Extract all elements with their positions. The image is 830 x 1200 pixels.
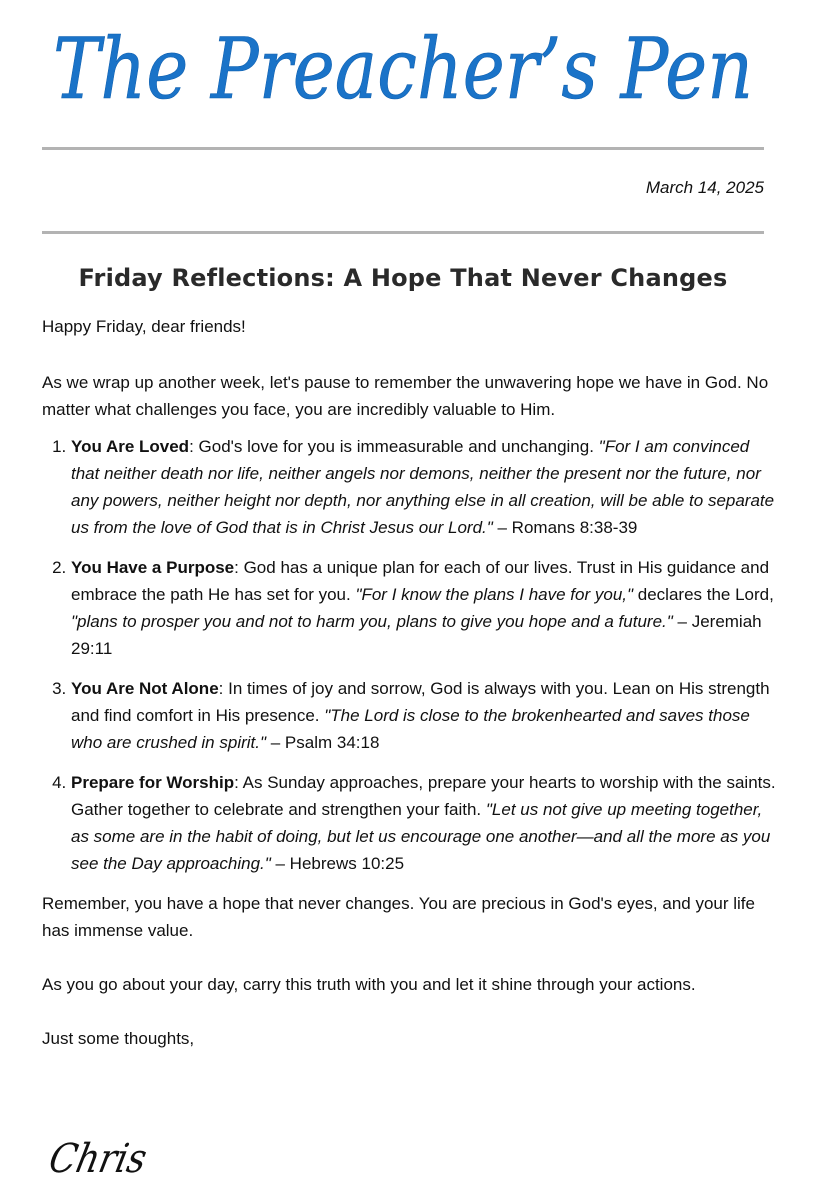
masthead-logo-svg [42,12,764,122]
greeting: Happy Friday, dear friends! [42,317,246,336]
point-text: : God's love for you is immeasurable and unchanging. [189,437,599,456]
date-divider [42,231,764,234]
point-text: : God has a unique plan for each of our lives. Trust in His guidance and embrace the path He has set for you. [71,558,770,604]
signature-svg [44,1130,164,1186]
point-text: : As Sunday approaches, prepare your hearts to worship with the saints. Gather together to celebrate and strengthen your faith. [71,773,776,819]
scripture-quote: "The Lord is close to the brokenhearted and saves those who are crushed in spirit." [71,706,750,752]
reflection-list [42,433,782,877]
scripture-reference: – Romans 8:38-39 [492,518,638,537]
masthead-title: The Preacher’s Pen [53,20,753,118]
list-item [71,769,782,877]
header-divider [42,147,764,150]
point-text-continued: declares the Lord, [633,585,774,604]
scripture-reference: – Hebrews 10:25 [270,854,405,873]
closing-paragraph: Remember, you have a hope that never changes. You are precious in God's eyes, and your life has immense value. [42,894,755,940]
point-heading: Prepare for Worship [71,773,235,792]
closing-paragraph-2: As you go about your day, carry this truth with you and let it shine through your actions. [42,975,696,994]
article-body [42,313,782,1079]
issue-date: March 14, 2025 [645,178,764,197]
scripture-quote: "For I am convinced that neither death nor life, neither angels nor demons, neither the present nor the future, nor any powers, neither height nor depth, nor anything else in all creation, will be able to separate us from the love of God that is in Christ Jesus our Lord." [71,437,775,537]
list-item [71,433,782,541]
masthead-logo [42,12,764,122]
scripture-quote: "For I know the plans I have for you," [355,585,634,604]
intro-paragraph: As we wrap up another week, let's pause to remember the unwavering hope we have in God. No matter what challenges you face, you are incredibly valuable to Him. [42,373,769,419]
article-title: Friday Reflections: A Hope That Never Changes [78,264,728,292]
point-heading: You Are Not Alone [71,679,219,698]
point-text: : In times of joy and sorrow, God is always with you. Lean on His strength and find comfort in His presence. [71,679,770,725]
list-item [71,554,782,662]
signature [44,1130,164,1186]
point-heading: You Have a Purpose [71,558,235,577]
scripture-quote: "Let us not give up meeting together, as some are in the habit of doing, but let us encourage one another—and all the more as you see the Day approaching." [71,800,771,873]
point-heading: You Are Loved [71,437,190,456]
scripture-reference: – Psalm 34:18 [266,733,380,752]
signature-name: Chris [44,1134,164,1182]
scripture-quote-continued: "plans to prosper you and not to harm you, plans to give you hope and a future." [71,612,673,631]
scripture-reference: – Jeremiah 29:11 [71,612,762,658]
list-item [71,675,782,756]
signoff: Just some thoughts, [42,1029,195,1048]
